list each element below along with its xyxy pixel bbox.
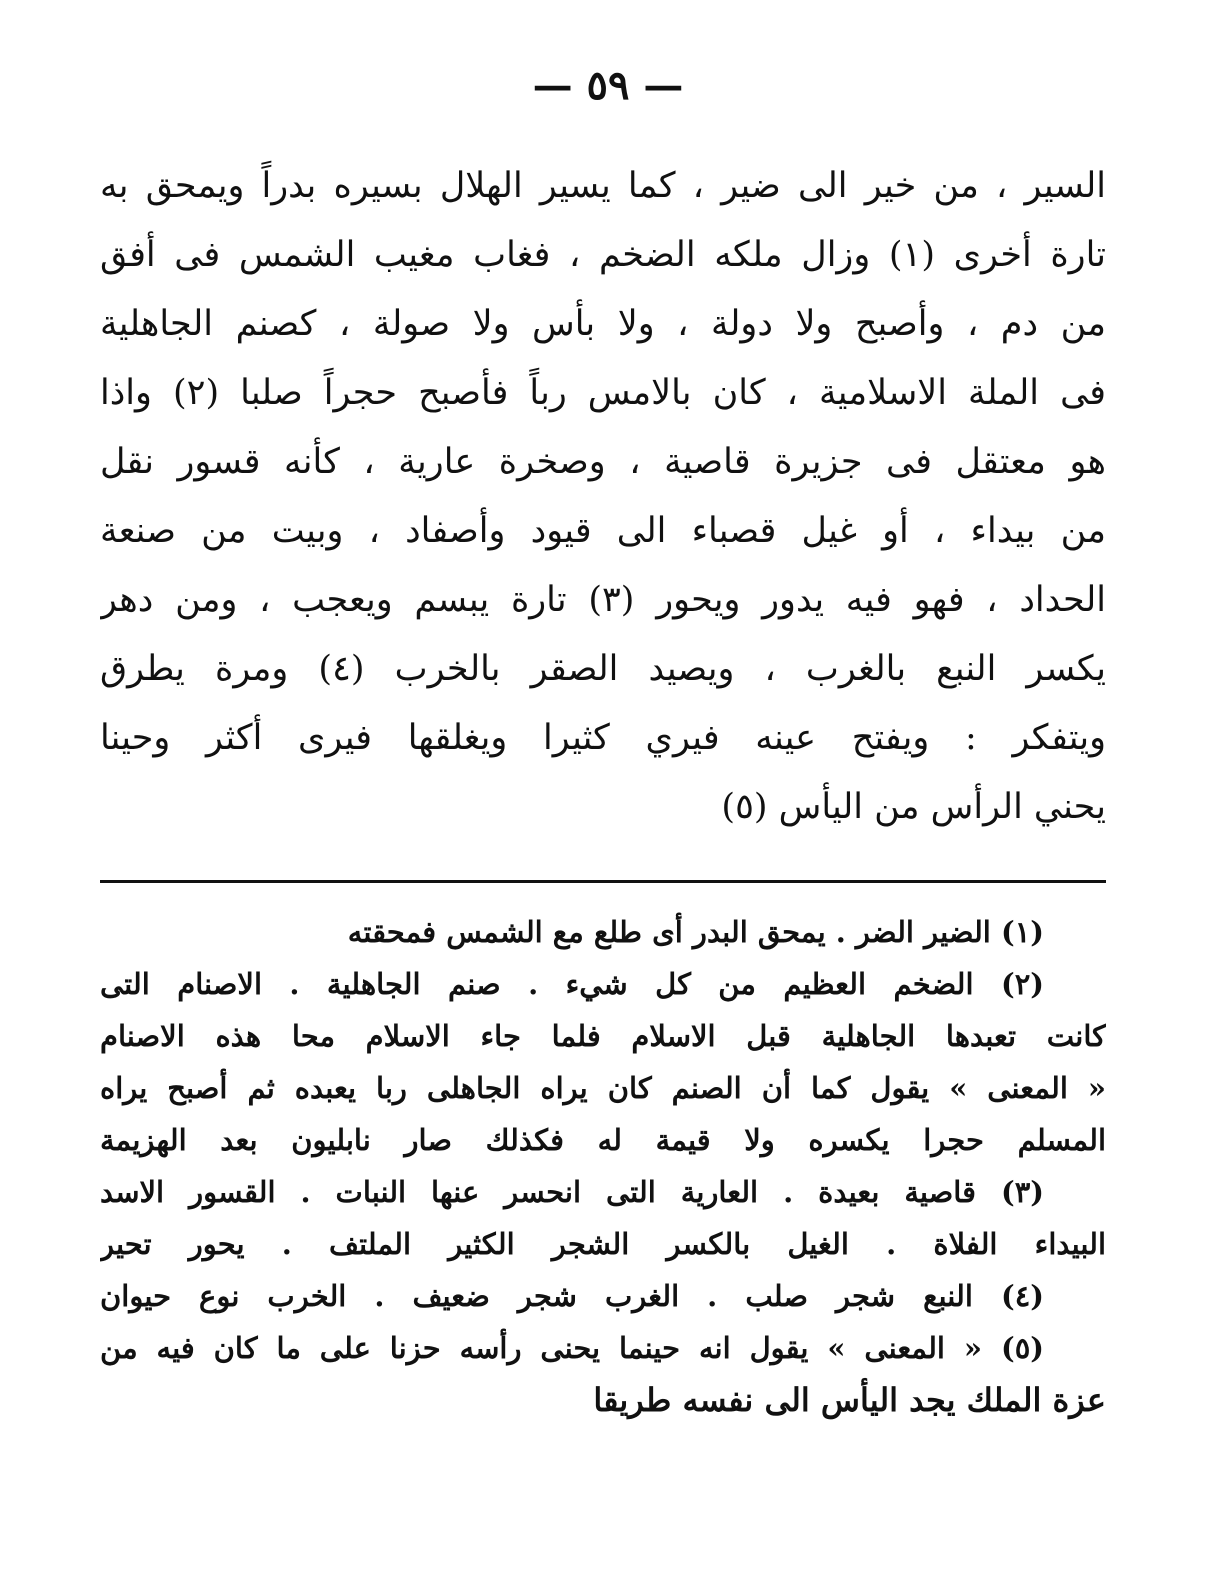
footnote-line: البيداء الفلاة . الغيل بالكسر الشجر الكثير الملتف . يحور تحير	[100, 1227, 1106, 1261]
main-text-line: من بيداء ، أو غيل قصباء الى قيود وأصفاد ، وبيت من صنعة	[100, 511, 1106, 551]
footnote-line: (٢) الضخم العظيم من كل شيء . صنم الجاهلية . الاصنام التى	[100, 967, 1044, 1001]
footnote-line: (١) الضير الضر . يمحق البدر أى طلع مع الشمس فمحقته	[347, 915, 1044, 949]
main-text-line: يكسر النبع بالغرب ، ويصيد الصقر بالخرب (٤) ومرة يطرق	[100, 649, 1106, 689]
main-text-line: ويتفكر : ويفتح عينه فيري كثيرا ويغلقها فيرى أكثر وحينا	[100, 718, 1106, 758]
main-text-line: تارة أخرى (١) وزال ملكه الضخم ، فغاب مغيب الشمس فى أفق	[100, 235, 1106, 275]
main-text-line: من دم ، وأصبح ولا دولة ، ولا بأس ولا صولة ، كصنم الجاهلية	[100, 304, 1106, 344]
main-text-line: يحني الرأس من اليأس (٥)	[721, 787, 1106, 827]
footnote-line: عزة الملك يجد اليأس الى نفسه طريقا	[593, 1381, 1106, 1419]
main-text-line: السير ، من خير الى ضير ، كما يسير الهلال بسيره بدراً ويمحق به	[100, 166, 1106, 206]
footnote-line: (٤) النبع شجر صلب . الغرب شجر ضعيف . الخرب نوع حيوان	[100, 1279, 1044, 1313]
footnote-line: المسلم حجرا يكسره ولا قيمة له فكذلك صار نابليون بعد الهزيمة	[100, 1123, 1106, 1157]
main-text-line: فى الملة الاسلامية ، كان بالامس رباً فأصبح حجراً صلبا (٢) واذا	[100, 373, 1106, 413]
page-number: — ٥٩ —	[532, 62, 684, 109]
footnote-line: « المعنى » يقول كما أن الصنم كان يراه الجاهلى ربا يعبده ثم أصبح يراه	[100, 1071, 1106, 1105]
footnotes-block	[100, 906, 1106, 1426]
main-text-block	[100, 152, 1106, 842]
footnote-line: كانت تعبدها الجاهلية قبل الاسلام فلما جاء الاسلام محا هذه الاصنام	[100, 1019, 1106, 1053]
main-text-line: الحداد ، فهو فيه يدور ويحور (٣) تارة يبسم ويعجب ، ومن دهر	[100, 580, 1106, 620]
main-text-line: هو معتقل فى جزيرة قاصية ، وصخرة عارية ، كأنه قسور نقل	[100, 442, 1106, 482]
footnote-divider	[100, 880, 1106, 883]
footnote-line: (٣) قاصية بعيدة . العارية التى انحسر عنها النبات . القسور الاسد	[100, 1175, 1044, 1209]
footnote-line: (٥) « المعنى » يقول انه حينما يحنى رأسه حزنا على ما كان فيه من	[100, 1331, 1044, 1365]
